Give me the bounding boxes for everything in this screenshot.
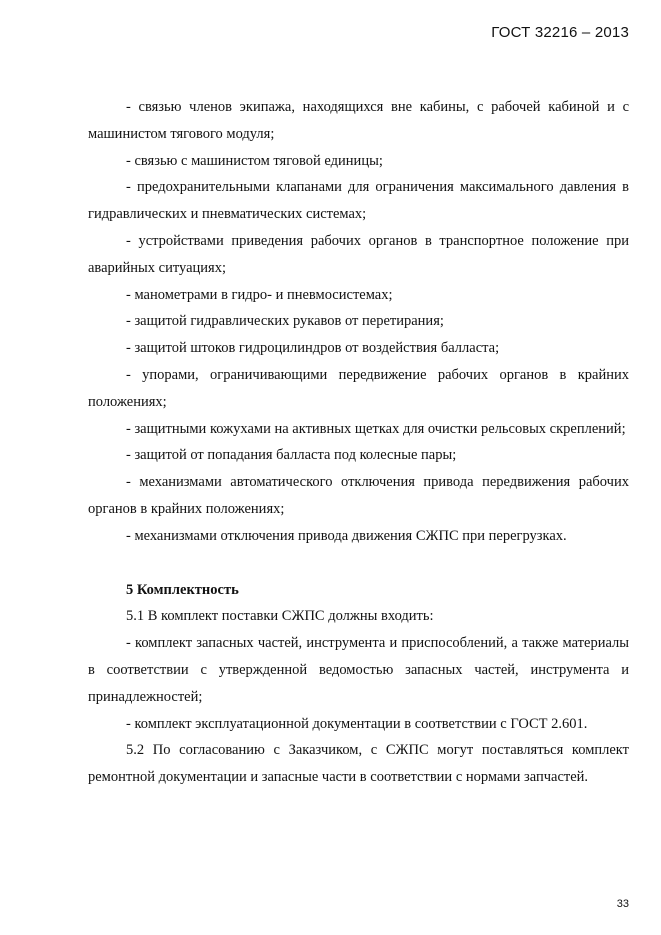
list-item: - защитой от попадания балласта под колесные пары;: [126, 447, 457, 464]
list-item: - защитными кожухами на активных щетках для очистки рельсовых скреплений;: [126, 420, 626, 437]
list-item: - связью членов экипажа, находящихся вне кабины, с рабочей кабиной и с машинистом тягового модуля;: [88, 99, 629, 142]
list-item: - устройствами приведения рабочих органов в транспортное положение при аварийных ситуациях;: [88, 232, 629, 276]
section-heading: 5 Комплектность: [126, 581, 239, 598]
paragraph: 5.1 В комплект поставки СЖПС должны входить:: [126, 608, 434, 625]
list-item: - связью с машинистом тяговой единицы;: [126, 152, 383, 169]
list-item: - механизмами автоматического отключения привода передвижения рабочих органов в крайних положениях;: [88, 474, 629, 517]
list-item: - упорами, ограничивающими передвижение рабочих органов в крайних положениях;: [88, 366, 629, 410]
list-item: - защитой гидравлических рукавов от перетирания;: [126, 313, 444, 330]
paragraph: 5.2 По согласованию с Заказчиком, с СЖПС могут поставляться комплект ремонтной документации и запасные части в соответствии с нормами запчастей.: [88, 742, 629, 786]
list-item: - предохранительными клапанами для ограничения максимального давления в гидравлических и пневматических системах;: [88, 179, 629, 223]
document-id-header: ГОСТ 32216 – 2013: [491, 24, 629, 41]
page-number: 33: [616, 898, 629, 910]
list-item: - манометрами в гидро- и пневмосистемах;: [126, 286, 393, 303]
paragraph: - комплект запасных частей, инструмента и приспособлений, а также материалы в соответствии с утвержденной ведомостью запасных частей, инструмента и принадлежностей;: [88, 635, 629, 705]
paragraph: - комплект эксплуатационной документации в соответствии с ГОСТ 2.601.: [126, 715, 588, 732]
list-item: - механизмами отключения привода движения СЖПС при перегрузках.: [126, 527, 567, 544]
document-body: [88, 94, 629, 791]
section-gap: [88, 550, 629, 577]
list-item: - защитой штоков гидроцилиндров от воздействия балласта;: [126, 340, 500, 357]
